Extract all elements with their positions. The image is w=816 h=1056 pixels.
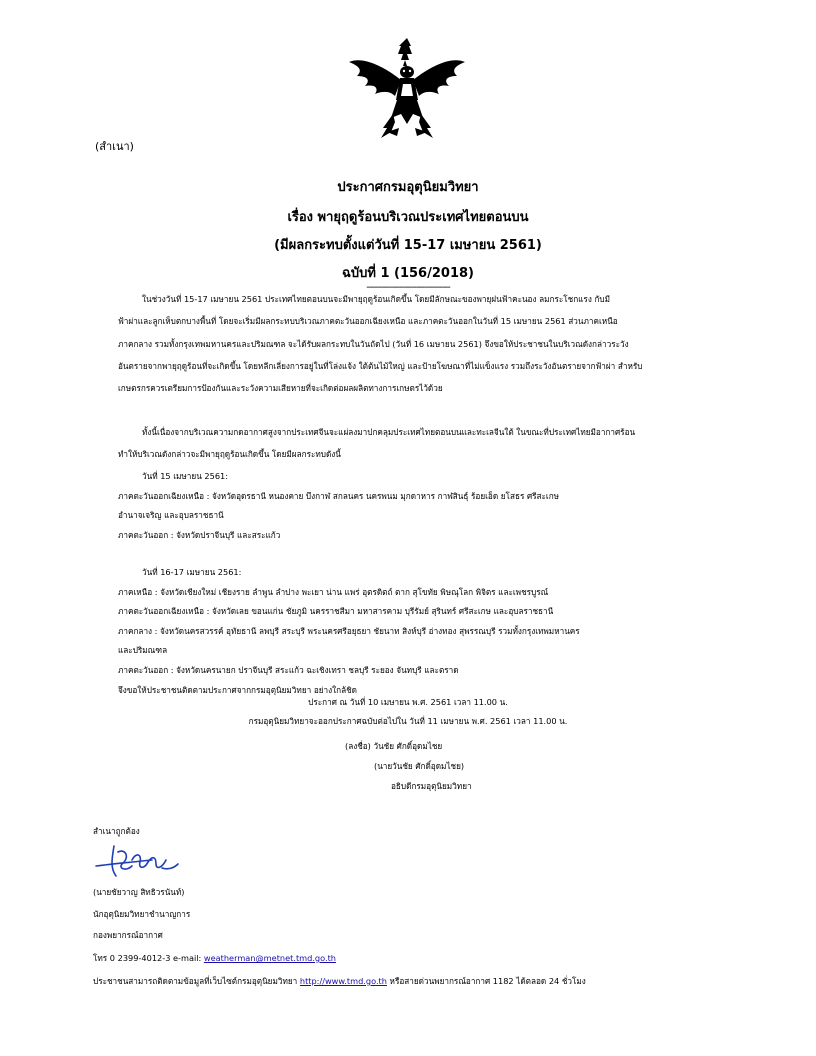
title-separator: -------------------------------- xyxy=(366,282,450,293)
certifier-block xyxy=(93,882,190,947)
certified-copy-label: สำเนาถูกต้อง xyxy=(93,826,140,836)
region-line: ภาคเหนือ : จังหวัดเชียงใหม่ เชียงราย ลำพูน ลำปาง พะเยา น่าน แพร่ อุตรดิตถ์ ตาก สุโขทัย พิษณุโลก พิจิตร และเพชรบูรณ์ xyxy=(118,586,549,597)
website-suffix: หรือสายด่วนพยากรณ์อากาศ 1182 ได้ตลอด 24 ชั่วโมง xyxy=(386,976,586,986)
garuda-emblem xyxy=(343,36,471,144)
region-line: ภาคตะวันออก : จังหวัดนครนายก ปราจีนบุรี สระแก้ว ฉะเชิงเทรา ชลบุรี ระยอง จันทบุรี และตราด xyxy=(118,664,459,675)
region-line: อำนาจเจริญ และอุบลราชธานี xyxy=(118,510,224,521)
signed-by: (ลงชื่อ) วันชัย ศักดิ์อุดมไชย xyxy=(345,741,443,751)
announcement-org-title: ประกาศกรมอุตุนิยมวิทยา xyxy=(337,180,479,195)
paragraph-line: เกษตรกรควรเตรียมการป้องกันและระวังความเสียหายที่จะเกิดต่อผลผลิตทางการเกษตรไว้ด้วย xyxy=(118,383,443,394)
website-line xyxy=(93,975,586,988)
announcement-issue-number: ฉบับที่ 1 (156/2018) xyxy=(342,266,474,281)
day-heading: วันที่ 16-17 เมษายน 2561: xyxy=(142,567,242,577)
region-line: ภาคตะวันออกเฉียงเหนือ : จังหวัดเลย ขอนแก่น ชัยภูมิ นครราชสีมา มหาสารคาม บุรีรัมย์ สุรินทร์ ศรีสะเกษ และอุบลราชธานี xyxy=(118,606,554,617)
signatory-name: (นายวันชัย ศักดิ์อุดมไชย) xyxy=(374,761,465,771)
impact-day-1 xyxy=(118,467,559,545)
announcement-subject: เรื่อง พายุฤดูร้อนบริเวณประเทศไทยตอนบน xyxy=(287,210,529,225)
next-issue-datetime: กรมอุตุนิยมวิทยาจะออกประกาศฉบับต่อไปใน วันที่ 11 เมษายน พ.ศ. 2561 เวลา 11.00 น. xyxy=(248,716,568,726)
region-line: ภาคกลาง : จังหวัดนครสวรรค์ อุทัยธานี ลพบุรี สระบุรี พระนครศรีอยุธยา ชัยนาท สิงห์บุรี อ่างทอง สุพรรณบุรี รวมทั้งกรุงเทพมหานคร xyxy=(118,625,580,636)
announcement-effective-dates: (มีผลกระทบตั้งแต่วันที่ 15-17 เมษายน 2561) xyxy=(274,238,542,253)
paragraph-forecast xyxy=(118,288,718,399)
signatory-position: อธิบดีกรมอุตุนิยมวิทยา xyxy=(391,781,472,791)
website-prefix: ประชาชนสามารถติดตามข้อมูลที่เว็บไซต์กรมอุตุนิยมวิทยา xyxy=(93,976,300,986)
paragraph-line: ฟ้าผ่าและลูกเห็บตกบางพื้นที่ โดยจะเริ่มมีผลกระทบบริเวณภาคตะวันออกเฉียงเหนือ และภาคตะวันออกในวันที่ 15 เมษายน 2561 ส่วนภาคเหนือ xyxy=(118,316,618,327)
paragraph-line: ทั้งนี้เนื่องจากบริเวณความกดอากาศสูงจากประเทศจีนจะแผ่ลงมาปกคลุมประเทศไทยตอนบนและทะเลจีนใต้ ในขณะที่ประเทศไทยมีอากาศร้อน xyxy=(142,427,636,437)
certifier-position: นักอุตุนิยมวิทยาชำนาญการ xyxy=(93,908,191,919)
certifier-division: กองพยากรณ์อากาศ xyxy=(93,930,163,940)
region-line: ภาคตะวันออก : จังหวัดปราจีนบุรี และสระแก้ว xyxy=(118,529,281,540)
certifier-name: (นายชัยวาญ สิทธิวรนันท์) xyxy=(93,887,185,897)
impact-day-2 xyxy=(118,563,580,700)
day-heading: วันที่ 15 เมษายน 2561: xyxy=(142,471,228,481)
paragraph-line: ภาคกลาง รวมทั้งกรุงเทพมหานครและปริมณฑล จะได้รับผลกระทบในวันถัดไป (วันที่ 16 เมษายน 2561) จึงขอให้ประชาชนในบริเวณดังกล่าวระวัง xyxy=(118,338,629,349)
region-line: จึงขอให้ประชาชนติดตามประกาศจากกรมอุตุนิยมวิทยา อย่างใกล้ชิด xyxy=(118,684,357,695)
phone-text: โทร 0 2399-4012-3 e-mail: xyxy=(93,953,204,963)
region-line: และปริมณฑล xyxy=(118,645,168,656)
handwritten-signature xyxy=(92,838,182,882)
email-link[interactable]: weatherman@metnet.tmd.go.th xyxy=(203,953,336,963)
website-link[interactable]: http://www.tmd.go.th xyxy=(299,976,387,986)
region-line: ภาคตะวันออกเฉียงเหนือ : จังหวัดอุดรธานี หนองคาย บึงกาฬ สกลนคร นครพนม มุกดาหาร กาฬสินธุ์ ร้อยเอ็ด ยโสธร ศรีสะเกษ xyxy=(118,490,560,501)
contact-line xyxy=(93,952,336,965)
announced-datetime: ประกาศ ณ วันที่ 10 เมษายน พ.ศ. 2561 เวลา 11.00 น. xyxy=(308,697,508,707)
copy-label: (สำเนา) xyxy=(95,140,134,153)
paragraph-line: ในช่วงวันที่ 15-17 เมษายน 2561 ประเทศไทยตอนบนจะมีพายุฤดูร้อนเกิดขึ้น โดยมีลักษณะของพายุฝนฟ้าคะนอง ลมกระโชกแรง กับมี xyxy=(142,294,610,304)
paragraph-line: อันตรายจากพายุฤดูร้อนที่จะเกิดขึ้น โดยหลีกเลี่ยงการอยู่ในที่โล่งแจ้ง ใต้ต้นไม้ใหญ่ และป้ายโฆษณาที่ไม่แข็งแรง รวมถึงระวังอันตรายจากฟ้าผ่า สำหรับ xyxy=(118,360,643,371)
paragraph-cause xyxy=(118,421,718,466)
paragraph-line: ทำให้บริเวณดังกล่าวจะมีพายุฤดูร้อนเกิดขึ้น โดยมีผลกระทบดังนี้ xyxy=(118,449,341,460)
